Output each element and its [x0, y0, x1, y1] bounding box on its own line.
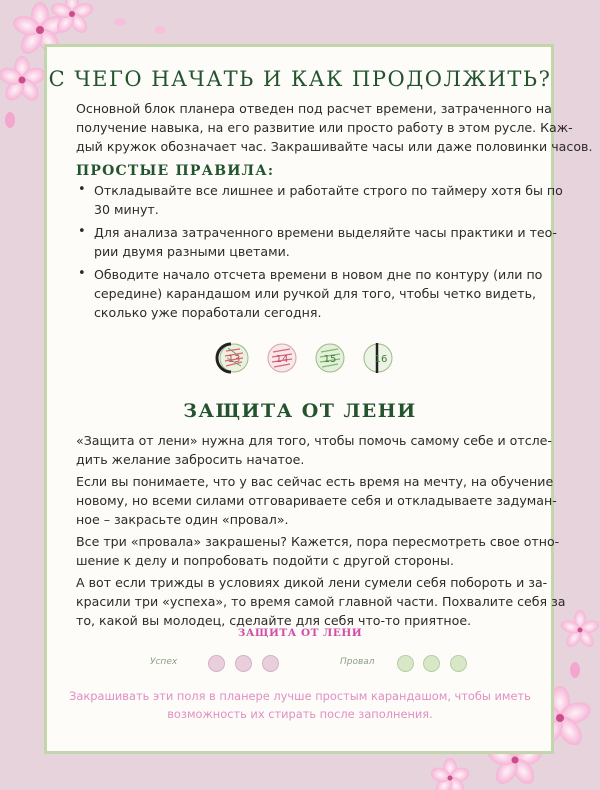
rule-line: Откладывайте все лишнее и работайте строго по таймеру хотя бы по: [94, 183, 563, 198]
fail-circle[interactable]: [450, 655, 467, 672]
hour-circle: [217, 344, 248, 372]
bullet-icon: •: [78, 266, 86, 281]
rule-line: Обводите начало отсчета времени в новом дне по контуру (или по: [94, 267, 543, 282]
success-circle[interactable]: [262, 655, 279, 672]
fail-label: Провал: [340, 657, 375, 667]
success-label: Успех: [150, 657, 178, 667]
bullet-icon: •: [78, 224, 86, 239]
fail-circle[interactable]: [397, 655, 414, 672]
page-title: С ЧЕГО НАЧАТЬ И КАК ПРОДОЛЖИТЬ?: [48, 67, 552, 91]
paragraph-line: красили три «успеха», то время самой главной части. Похвалите себя за: [76, 594, 566, 609]
rule-line: Для анализа затраченного времени выделяйте часы практики и тео-: [94, 225, 557, 240]
intro-line: Основной блок планера отведен под расчет времени, затраченного на: [76, 101, 552, 116]
widget-title: ЗАЩИТА ОТ ЛЕНИ: [237, 627, 363, 639]
footnote-line: возможность их стирать после заполнения.: [167, 707, 433, 721]
footnote-line: Закрашивать эти поля в планере лучше простым карандашом, чтобы иметь: [69, 689, 531, 703]
rule-line: 30 минут.: [94, 202, 159, 217]
paragraph-line: шение к делу и попробовать подойти с другой стороны.: [76, 553, 454, 568]
hour-number: 15: [323, 354, 337, 365]
paragraph-line: Все три «провала» закрашены? Кажется, пора пересмотреть свое отно-: [76, 534, 560, 549]
paragraph-line: «Защита от лени» нужна для того, чтобы помочь самому себе и отсле-: [76, 433, 552, 448]
rule-line: рии двумя разными цветами.: [94, 244, 290, 259]
paragraph-line: то, какой вы молодец, сделайте для себя что-то приятное.: [76, 613, 472, 628]
success-circle[interactable]: [208, 655, 225, 672]
paragraph-line: Если вы понимаете, что у вас сейчас есть время на мечту, на обучение: [76, 474, 554, 489]
hour-number: 16: [374, 354, 388, 365]
section-title: ЗАЩИТА ОТ ЛЕНИ: [183, 400, 417, 422]
paragraph-line: ное – закрасьте один «провал».: [76, 512, 289, 527]
paragraph-line: дить желание забросить начатое.: [76, 452, 305, 467]
paragraph-line: новому, но всеми силами отговариваете себя и откладываете задуман-: [76, 493, 557, 508]
success-circle[interactable]: [235, 655, 252, 672]
hour-number: 13: [227, 354, 241, 365]
intro-line: получение навыка, на его развитие или просто работу в этом русле. Каж-: [76, 120, 573, 135]
hour-circle: [268, 344, 296, 372]
bullet-icon: •: [78, 182, 86, 197]
rules-title: ПРОСТЫЕ ПРАВИЛА:: [76, 163, 275, 179]
rule-line: середине) карандашом или ручкой для того, чтобы четко видеть,: [94, 286, 537, 301]
fail-circle[interactable]: [423, 655, 440, 672]
hour-circle: [316, 344, 344, 372]
hour-circle: [364, 343, 392, 373]
paragraph-line: А вот если трижды в условиях дикой лени сумели себя побороть и за-: [76, 575, 548, 590]
intro-line: дый кружок обозначает час. Закрашивайте часы или даже половинки часов.: [76, 139, 593, 154]
hour-number: 14: [275, 354, 289, 365]
rule-line: сколько уже поработали сегодня.: [94, 305, 322, 320]
hour-circles-example: [210, 336, 410, 382]
